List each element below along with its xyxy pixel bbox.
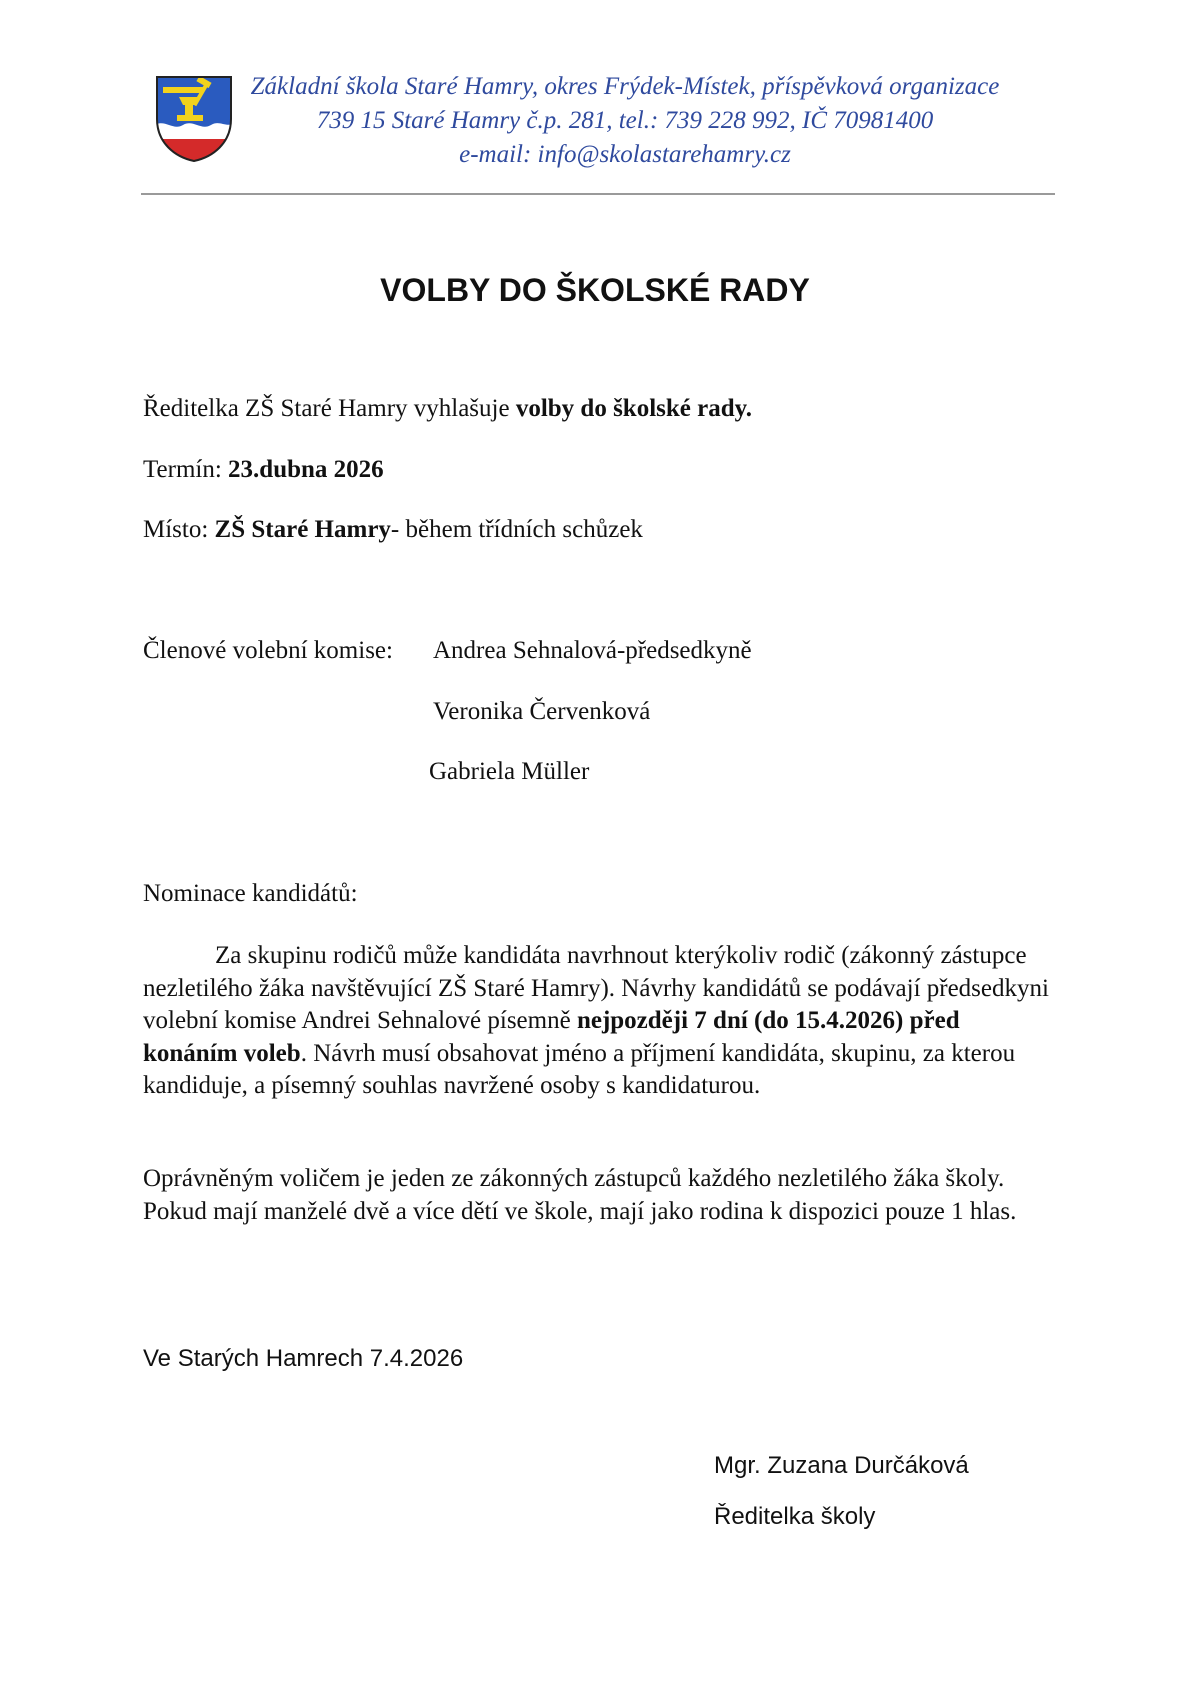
commission-label: Členové volební komise: (143, 637, 393, 664)
misto-value: ZŠ Staré Hamry (214, 516, 391, 543)
school-address: 739 15 Staré Hamry č.p. 281, tel.: 739 228 992, IČ 70981400 (316, 107, 934, 134)
announcement-bold: volby do školské rady. (515, 395, 753, 422)
header-divider (141, 193, 1055, 195)
nomination-text-1: Za skupinu rodičů může kandidáta navrhnout kterýkoliv rodič (zákonný zástupce nezletilého žáka navštěvující ZŠ Staré Hamry). Návrhy kandidátů se podávají předsedkyni volební komise Andrei Sehnalové písemně (143, 942, 1049, 1034)
misto-suffix: - během třídních schůzek (390, 516, 643, 543)
page-title: VOLBY DO ŠKOLSKÉ RADY (380, 272, 810, 308)
nomination-deadline: nejpozději 7 dní (do 15.4.2026) před konáním voleb (143, 1007, 960, 1067)
signatory-name: Mgr. Zuzana Durčáková (714, 1452, 969, 1479)
coat-of-arms (155, 75, 233, 163)
school-name: Základní škola Staré Hamry, okres Frýdek-Místek, příspěvková organizace (250, 73, 1000, 100)
announcement (143, 395, 752, 423)
nomination-heading: Nominace kandidátů: (143, 880, 358, 907)
termin (143, 456, 384, 484)
signatory-role: Ředitelka školy (714, 1503, 876, 1530)
commission-member: Gabriela Müller (429, 758, 590, 785)
school-email: e-mail: info@skolastarehamry.cz (459, 141, 791, 168)
termin-label: Termín: (143, 456, 229, 483)
commission-member: Andrea Sehnalová-předsedkyně (433, 637, 752, 664)
misto (143, 516, 643, 544)
commission-member: Veronika Červenková (433, 698, 651, 725)
misto-label: Místo: (143, 516, 215, 543)
termin-value: 23.dubna 2026 (228, 456, 384, 483)
place-date: Ve Starých Hamrech 7.4.2026 (143, 1345, 464, 1372)
nomination-paragraph (143, 940, 1055, 1103)
announcement-text: Ředitelka ZŠ Staré Hamry vyhlašuje (143, 395, 516, 422)
nomination-text-2: . Návrh musí obsahovat jméno a příjmení kandidáta, skupinu, za kterou kandiduje, a písemný souhlas navržené osoby s kandidaturou. (143, 1039, 1016, 1099)
voters-paragraph: Oprávněným voličem je jeden ze zákonných zástupců každého nezletilého žáka školy. Pokud mají manželé dvě a více dětí ve škole, mají jako rodina k dispozici pouze 1 hlas. (143, 1165, 1017, 1225)
